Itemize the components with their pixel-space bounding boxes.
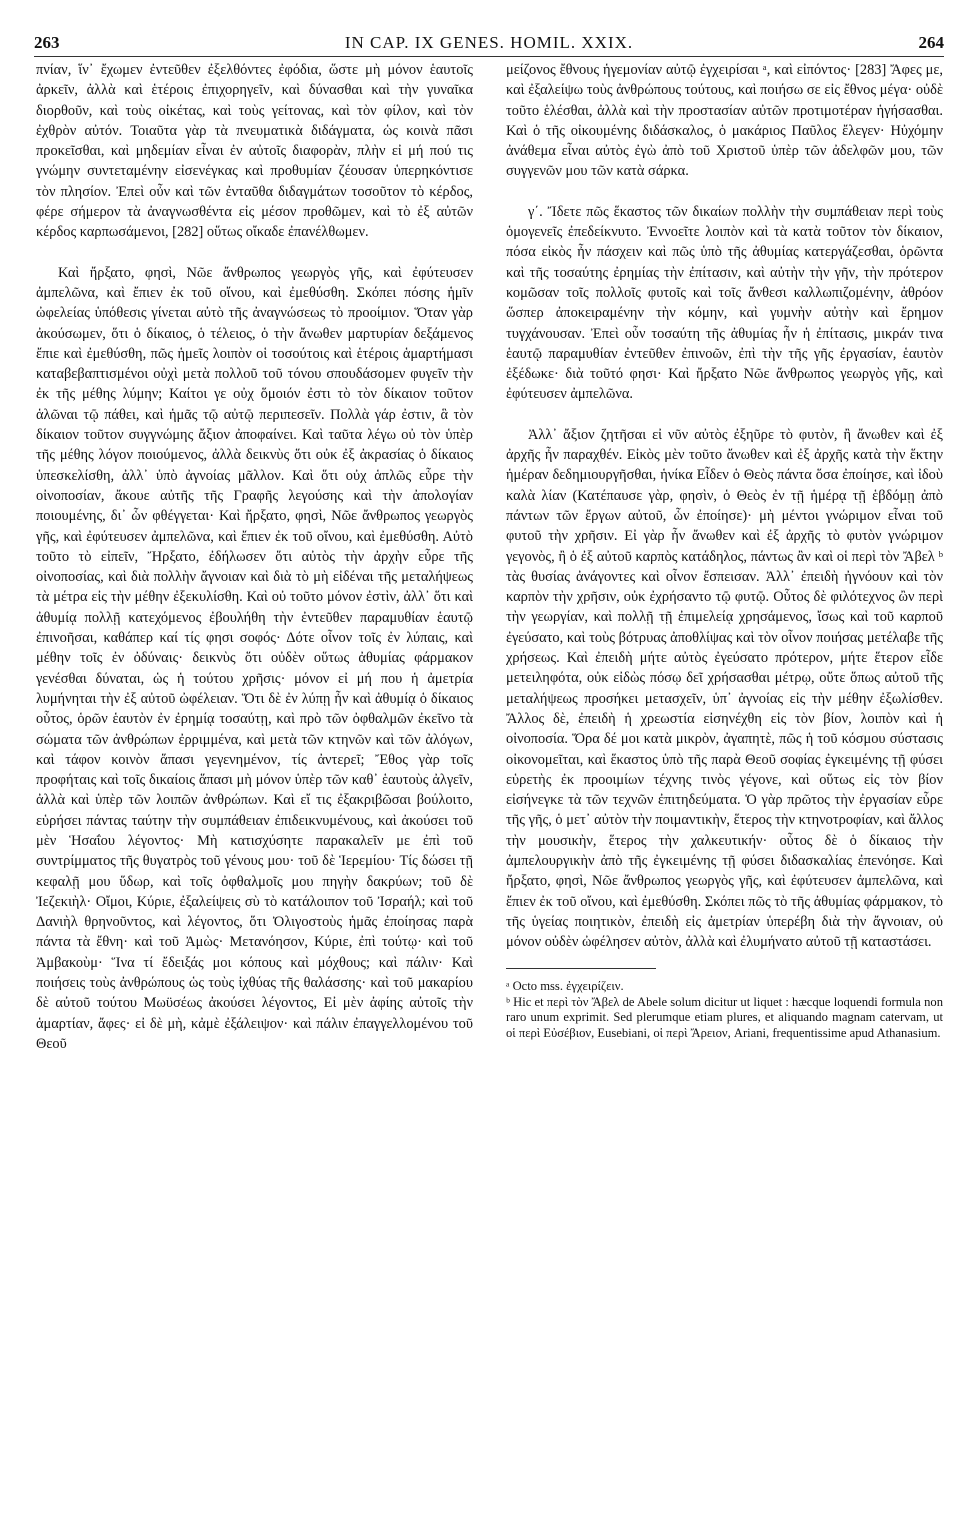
left-paragraph-1: πνίαν, ἵν᾽ ἔχωμεν ἐντεῦθεν ἐξελθόντες ἐφόδια, ὥστε μὴ μόνον ἑαυτοῖς ἀρκεῖν, ἀλλὰ καὶ ἑτέροις ἐπιχορηγεῖν, καὶ δύνασθαι καὶ τὴν γυναῖκα διορθοῦν, καὶ τοὺς οἰκέτας, καὶ τοὺς γείτονας, καὶ τὸν φίλον, καὶ τὸν ἐχθρὸν αὐτόν. Τοιαῦτα γὰρ τὰ πνευματικὰ διδάγματα, ὡς κοινὰ πᾶσι προκεῖσθαι, καὶ μηδεμίαν εἶναι ἐν αὐτοῖς διαφορὰν, πλὴν εἰ μή πού τις γνώμην συντεταμένην εἰσενέγκας καὶ προθυμίαν ζέουσαν ὑπερηκόντισε τὸν πλησίον. Ἐπεὶ οὖν καὶ τῶν ἐνταῦθα διδαγμάτων τοσοῦτον τὸ κέρδος, φέρε σήμερον τὰ ἀναγνωσθέντα εἰς μέσον προθῶμεν, καὶ τὸ ἐξ αὐτῶν κέρδος καρπωσάμενοι, [282] οὕτως οἴκαδε ἐπανέλθωμεν. — [36, 62, 473, 241]
left-paragraph-2: Καὶ ἤρξατο, φησὶ, Νῶε ἄνθρωπος γεωργὸς γῆς, καὶ ἐφύτευσεν ἀμπελῶνα, καὶ ἔπιεν ἐκ τοῦ οἴνου, καὶ ἐμεθύσθη. Σκόπει πόσης ἡμῖν ὠφελείας ὑπόθεσις γίνεται αὐτὸ τῆς ἀναγνώσεως τὸ προοίμιον. Ὅταν γὰρ ἀκούσωμεν, ὅτι ὁ δίκαιος, ὁ τέλειος, ὁ τὴν ἄνωθεν μαρτυρίαν δεξάμενος ἔπιε καὶ ἐμεθύσθη, πῶς ἡμεῖς λοιπὸν οἱ τοσούτοις καὶ ἑτέροις ἁμαρτήμασι καταβεβαπτισμένοι οὐχὶ μετὰ πολλοῦ τοῦ τόνου σπουδάσομεν φυγεῖν τὴν ἐκ τῆς μέθης λύμην; Καίτοι γε οὐχ ὅμοιόν ἐστι τὸ τὸν δίκαιον τοῦτον ἁλῶναι τῷ πάθει, καὶ ἡμᾶς τῷ αὐτῷ περιπεσεῖν. Πολλὰ γάρ ἐστιν, ἃ τὸν δίκαιον τοῦτον συγγνώμης ἄξιον ἀποφαίνει. Καὶ ταῦτα λέγω οὐ τὸν ὑπὲρ τῆς μέθης λόγον ποιούμενος, ἀλλὰ δεικνὺς ὅτι οὐκ ἐξ ἀκρασίας ὁ δίκαιος ὑπεσκελίσθη, ἀλλ᾽ ὑπὸ ἀγνοίας μᾶλλον. Καὶ ὅτι οὐχ ἁπλῶς εὗρε τὴν οἰνοποσίαν, ἄκουε αὐτῆς τῆς Γραφῆς λεγούσης καὶ τὴν ἀπολογίαν ποιουμένης, δι᾽ ὧν φθέγγεται· Καὶ ἤρξατο, φησὶ, Νῶε ἄνθρωπος γεωργὸς γῆς, καὶ ἐφύτευσεν ἀμπελῶνα, καὶ ἔπιεν ἐκ τοῦ οἴνου, καὶ ἐμεθύσθη. Αὐτὸ τοῦτο τὸ εἰπεῖν, Ἤρξατο, ἐδήλωσεν ὅτι αὐτὸς τὴν ἀρχὴν εὗρε τῆς οἰνοποσίας, καὶ διὰ πολλὴν ἄγνοιαν καὶ διὰ τὸ μὴ εἰδέναι τῆς μεταλήψεως τὰ μέτρα εἰς τὴν μέθην ἐξεκυλίσθη. Καὶ οὐ τοῦτο μόνον ἐστὶν, ἀλλ᾽ ὅτι καὶ ἀθυμίᾳ πολλῇ κατεχόμενος ἐβουλήθη τὴν ἐντεῦθεν παραμυθίαν ἑαυτῷ ἐπινοῆσαι, καθάπερ καί τίς φησι σοφός· Δότε οἶνον τοῖς ἐν λύπαις, καὶ μέθην τοῖς ἐν ὀδύναις· δεικνὺς ὅτι οὐδὲν οὕτως ἀθυμίας φάρμακον γενέσθαι δύναται, ὡς ἡ τούτου χρῆσις· μόνον εἰ μή που ἡ ἀμετρία λυμήνηται τὴν ἐξ αὐτοῦ ὠφέλειαν. Ὅτι δὲ ἐν λύπῃ ἦν καὶ ἀθυμίᾳ ὁ δίκαιος οὗτος, ὁρῶν ἑαυτὸν ἐν ἐρημίᾳ τοσαύτῃ, καὶ πρὸ τῶν ὀφθαλμῶν ἐκεῖνο τὰ σώματα τῶν ἀνθρώπων ἐρριμμένα, καὶ μετὰ τῶν κτηνῶν καὶ τῶν ἀλόγων, καὶ τάφον κοινὸν ἅπασι γεγενημένον, τίς ἀντερεῖ; Ἔθος γὰρ τοῖς προφήταις καὶ τοῖς δικαίοις ἅπασι μὴ μόνον ὑπὲρ τῶν καθ᾽ ἑαυτοὺς ἀλγεῖν, ἀλλὰ καὶ ὑπὲρ τῶν λοιπῶν ἀνθρώπων. Καὶ εἴ τις ἐξακριβῶσαι βούλοιτο, εὑρήσει πάντας ταύτην τὴν συμπάθειαν ἐπιδεικνυμένους, καὶ ἀκούσει τοῦ μὲν Ἡσαΐου λέγοντος· Μὴ κατισχύσητε παρακαλεῖν με ἐπὶ τοῦ συντρίμματος τῆς θυγατρὸς τοῦ γένους μου· τοῦ δὲ Ἱερεμίου· Τίς δώσει τῇ κεφαλῇ μου ὕδωρ, καὶ τοῖς ὀφθαλμοῖς μου πηγὴν δακρύων; τοῦ δὲ Ἰεζεκιὴλ· Οἴμοι, Κύριε, ἐξαλείψεις σὺ τὸ κατάλοιπον τοῦ Ἰσραήλ; καὶ τοῦ Δανιὴλ θρηνοῦντος, καὶ λέγοντος, ὅτι Ὀλιγοστοὺς ἡμᾶς ἐποίησας παρὰ πάντα τὰ ἔθνη· καὶ τοῦ Ἀμὼς· Μετανόησον, Κύριε, ἐπὶ τούτῳ· καὶ τοῦ Ἀμβακοὺμ· Ἵνα τί ἔδειξάς μοι κόπους καὶ μόχθους; καὶ πάλιν· Καὶ ποιήσεις τοὺς ἀνθρώπους ὡς τοὺς ἰχθύας τῆς θαλάσσης· καὶ τοῦ μακαρίου δὲ αὐτοῦ τούτου Μωϋσέως ἀκούσει λέγοντος, Εἰ μὲν ἀφίης αὐτοῖς τὴν ἁμαρτίαν, ἄφες· εἰ δὲ μὴ, κἀμὲ ἐξάλειψον· καὶ πάλιν ἐπαγγελλομένου τοῦ Θεοῦ — [36, 264, 473, 1052]
right-page-number: 264 — [918, 33, 944, 52]
right-column — [506, 60, 943, 1530]
footnote-a: ᵃ Octo mss. ἐγχειρίζειν. — [506, 979, 624, 994]
running-title: IN CAP. IX GENES. HOMIL. XXIX. — [344, 33, 634, 52]
left-page-number: 263 — [34, 33, 60, 52]
right-paragraph-2: γ΄. Ἴδετε πῶς ἕκαστος τῶν δικαίων πολλὴν τὴν συμπάθειαν περὶ τοὺς ὁμογενεῖς ἐπεδείκνυτο. Ἐννοεῖτε λοιπὸν καὶ τὰ κατὰ τοῦτον τὸν δίκαιον, πόσα εἰκὸς ἦν πάσχειν καὶ πῶς ὑπὸ τῆς ἀθυμίας κατεργάζεσθαι, ὁρῶντα καὶ τῆς τοσαύτης ἐρημίας τὴν ἐπίτασιν, καὶ αὐτὴν τὴν γῆν, τὴν πρότερον κομῶσαν τοῖς πολλοῖς φυτοῖς καὶ τοῖς ἄνθεσι καλλωπιζομένην, ἀθρόον ὥσπερ ἀποκειραμένην τὴν κόμην, καὶ γυμνὴν αὐτὴν καὶ ἔρημον τυγχάνουσαν. Ἐπεὶ οὖν τοσαύτη τῆς ἀθυμίας ἦν ἡ ἐπίτασις, μικράν τινα ἑαυτῷ παραμυθίαν ἐντεῦθεν ἐπινοῶν, ἐπὶ τὴν τῆς γῆς ἐργασίαν, ἑαυτὸν ἐξέδωκε· διὰ τοῦτό φησι· Καὶ ἤρξατο Νῶε ἄνθρωπος γεωργὸς γῆς, καὶ ἐφύτευσεν ἀμπελῶνα. — [506, 203, 943, 403]
left-column — [36, 60, 473, 1530]
footnote-rule — [506, 968, 656, 973]
right-paragraph-1: μείζονος ἔθνους ἡγεμονίαν αὐτῷ ἐγχειρίσαι ᵃ, καὶ εἰπόντος· [283] Ἄφες με, καὶ ἐξαλείψω τοὺς ἀνθρώπους τούτους, καὶ ποιήσω σε εἰς ἔθνος μέγα· οὐδὲ τοῦτο ἑλέσθαι, ἀλλὰ καὶ τὴν προστασίαν αὐτῶν προτιμοτέραν ἡγήσασθαι. Καὶ ὁ τῆς οἰκουμένης διδάσκαλος, ὁ μακάριος Παῦλος ἔλεγεν· Ηὐχόμην ἀνάθεμα εἶναι αὐτὸς ἐγὼ ἀπὸ τοῦ Χριστοῦ ὑπὲρ τῶν ἀδελφῶν μου, τῶν συγγενῶν μου τῶν κατὰ σάρκα. — [506, 62, 943, 180]
footnote-b: ᵇ Hic et περὶ τὸν Ἄβελ de Abele solum dicitur ut liquet : hæcque loquendi formula non raro unum exprimit. Sed plerumque etiam plures, et aliquando magnam catervam, ut οἱ περὶ Εὐσέβιον, Eusebiani, οἱ περὶ Ἄρειον, Ariani, frequentissime apud Athanasium. — [506, 994, 943, 1040]
running-header — [34, 33, 944, 55]
right-paragraph-3: Ἀλλ᾽ ἄξιον ζητῆσαι εἰ νῦν αὐτὸς ἐξηῦρε τὸ φυτὸν, ἢ ἄνωθεν καὶ ἐξ ἀρχῆς ἦν παραχθέν. Εἰκὸς μὲν τοῦτο ἄνωθεν καὶ ἐξ ἀρχῆς κατὰ τὴν ἕκτην ἡμέραν δεδημιουργῆσθαι, ἡνίκα Εἶδεν ὁ Θεὸς πάντα ὅσα ἐποίησε, καὶ ἰδοὺ καλὰ λίαν (Κατέπαυσε γὰρ, φησὶν, ὁ Θεὸς ἐν τῇ ἡμέρᾳ τῇ ἑβδόμῃ ἀπὸ πάντων τῶν ἔργων αὐτοῦ, ὧν ἐποίησε)· μὴ μέντοι γνώριμον εἶναι τοῦ φυτοῦ τὴν χρῆσιν. Εἰ γὰρ ἦν ἄνωθεν καὶ ἐξ ἀρχῆς τὸ φυτὸν γνώριμον γεγονὸς, ἢ ὁ ἐξ αὐτοῦ καρπὸς κατάδηλος, πάντως ἂν καὶ οἱ περὶ τὸν Ἄβελ ᵇ τὰς θυσίας ἀνάγοντες καὶ οἶνον ἔσπεισαν. Ἀλλ᾽ ἐπειδὴ ἠγνόουν καὶ τὸν καρπὸν τὴν χρῆσιν, οὐκ ἐχρήσαντο τῷ φυτῷ. Οὗτος δὲ φιλότεχνος ὢν περὶ τὴν γεωργίαν, καὶ πολλῇ τῇ ἐπιμελείᾳ χρησάμενος, ἴσως καὶ τοῦ καρποῦ ἐγεύσατο, καὶ τοὺς βότρυας ἀποθλίψας καὶ τὸν οἶνον ποιήσας μετέλαβε τῆς χρήσεως. Καὶ ἐπειδὴ μήτε αὐτὸς ἐγεύσατο πρότερον, μήτε ἕτερον εἶδε μετειληφότα, οὐκ εἰδὼς πόσῳ δεῖ χρήσασθαι μέτρῳ, οὔτε ὅπως αὐτοῦ τῆς μεταλήψεως προσήκει μετασχεῖν, ὑπ᾽ ἀγνοίας εἰς τὴν μέθην ἐξωλίσθεν. Ἄλλος δὲ, ἐπειδὴ ἡ χρεωστία εἰσηνέχθη εἰς τὸν βίον, λοιπὸν καὶ ἡ οἰνοποσία. Ὅρα δέ μοι κατὰ μικρὸν, ἀγαπητὲ, πῶς ἡ τοῦ κόσμου σύστασις οἰκονομεῖται, καὶ ἕκαστος ὑπὸ τῆς παρὰ Θεοῦ σοφίας ἐγκειμένης τῇ φύσει εὑρετὴς ἐκ προοιμίων τέχνης τινὸς γέγονε, καὶ οὕτως εἰς τὸν βίον εἰσήνεγκε τὰ τῶν τεχνῶν ἐπιτηδεύματα. Ὁ γὰρ πρῶτος τὴν ἐργασίαν εὗρε τῆς γῆς, ὁ μετ᾽ αὐτὸν τὴν ποιμαντικὴν, ἕτερος τὴν κτηνοτροφίαν, καὶ ἄλλος τὴν μουσικὴν, ἕτερος τὴν χαλκευτικήν· οὗτος δὲ ὁ δίκαιος τὴν ἀμπελουργικὴν ἀπὸ τῆς ἐγκειμένης τῇ φύσει διδασκαλίας ἐπενόησε. Καὶ ἤρξατο, φησὶ, Νῶε ἄνθρωπος γεωργὸς γῆς, καὶ ἐφύτευσεν ἀμπελῶνα, καὶ ἔπιεν ἐκ τοῦ οἴνου, καὶ ἐμεθύσθη. Σκόπει πῶς τὸ τῆς ἀθυμίας φάρμακον, τὸ τῆς ὑγείας ποιητικὸν, ἐπειδὴ εἰς ἀμετρίαν ὑπερέβη διὰ τὴν ἄγνοιαν, οὐ μόνον οὐδὲν ὠφέλησεν αὐτὸν, ἀλλὰ καὶ ἐλυμήνατο αὐτοῦ τῇ καταστάσει. — [506, 426, 943, 951]
header-rule — [34, 56, 944, 57]
